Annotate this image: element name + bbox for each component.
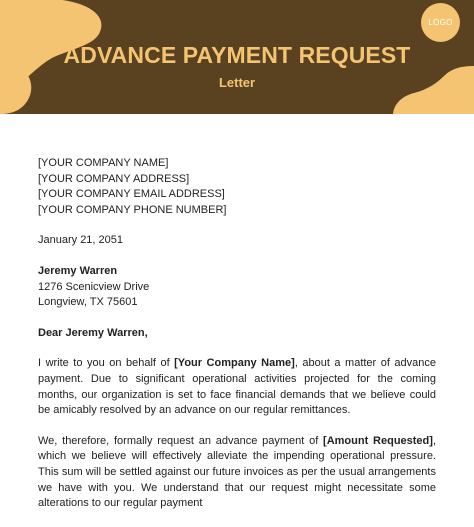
sender-block	[38, 156, 436, 218]
company-name-placeholder: [Your Company Name]	[174, 357, 295, 370]
recipient-block	[38, 264, 436, 311]
paragraph-2	[38, 434, 436, 512]
logo-placeholder: LOGO	[421, 3, 460, 42]
paragraph-2-start: We, therefore, formally request an advance payment of	[38, 434, 324, 447]
sender-company-address: [YOUR COMPANY ADDRESS]	[38, 172, 190, 185]
recipient-name: Jeremy Warren	[38, 264, 118, 277]
header-banner	[0, 0, 474, 114]
sender-company-name: [YOUR COMPANY NAME]	[38, 157, 169, 169]
salutation: Dear Jeremy Warren,	[38, 326, 148, 339]
letter-date: January 21, 2051	[38, 234, 124, 247]
paragraph-1	[38, 356, 436, 418]
paragraph-1-start: I write to you on behalf of	[38, 357, 175, 370]
sender-company-email: [YOUR COMPANY EMAIL ADDRESS]	[38, 188, 225, 201]
recipient-street: 1276 Scenicview Drive	[38, 280, 150, 293]
date-block	[38, 233, 436, 249]
bottom-right-blob	[393, 66, 474, 114]
amount-requested-placeholder: [Amount Requested]	[323, 434, 433, 447]
recipient-city: Longview, TX 75601	[38, 296, 138, 309]
salutation-block	[38, 326, 436, 342]
paragraph-1-rest: , about a matter of advance payment. Due to significant operational activities projected for the coming months, our organization is set to face financial demands that we believe could be amicably resolved by an advance on our regular remittances.	[38, 357, 436, 417]
page-subtitle: Letter	[218, 75, 256, 90]
paragraph-2-rest: , which we believe will effectively alleviate the impending operational pressure. This sum will be settled against our future invoices as per the usual arrangements we have with you. We understand that our request might necessitate some alterations to our regular payment	[38, 434, 436, 510]
sender-company-phone: [YOUR COMPANY PHONE NUMBER]	[38, 203, 227, 216]
letter-body	[38, 156, 436, 527]
page-title: ADVANCE PAYMENT REQUEST	[63, 42, 411, 68]
